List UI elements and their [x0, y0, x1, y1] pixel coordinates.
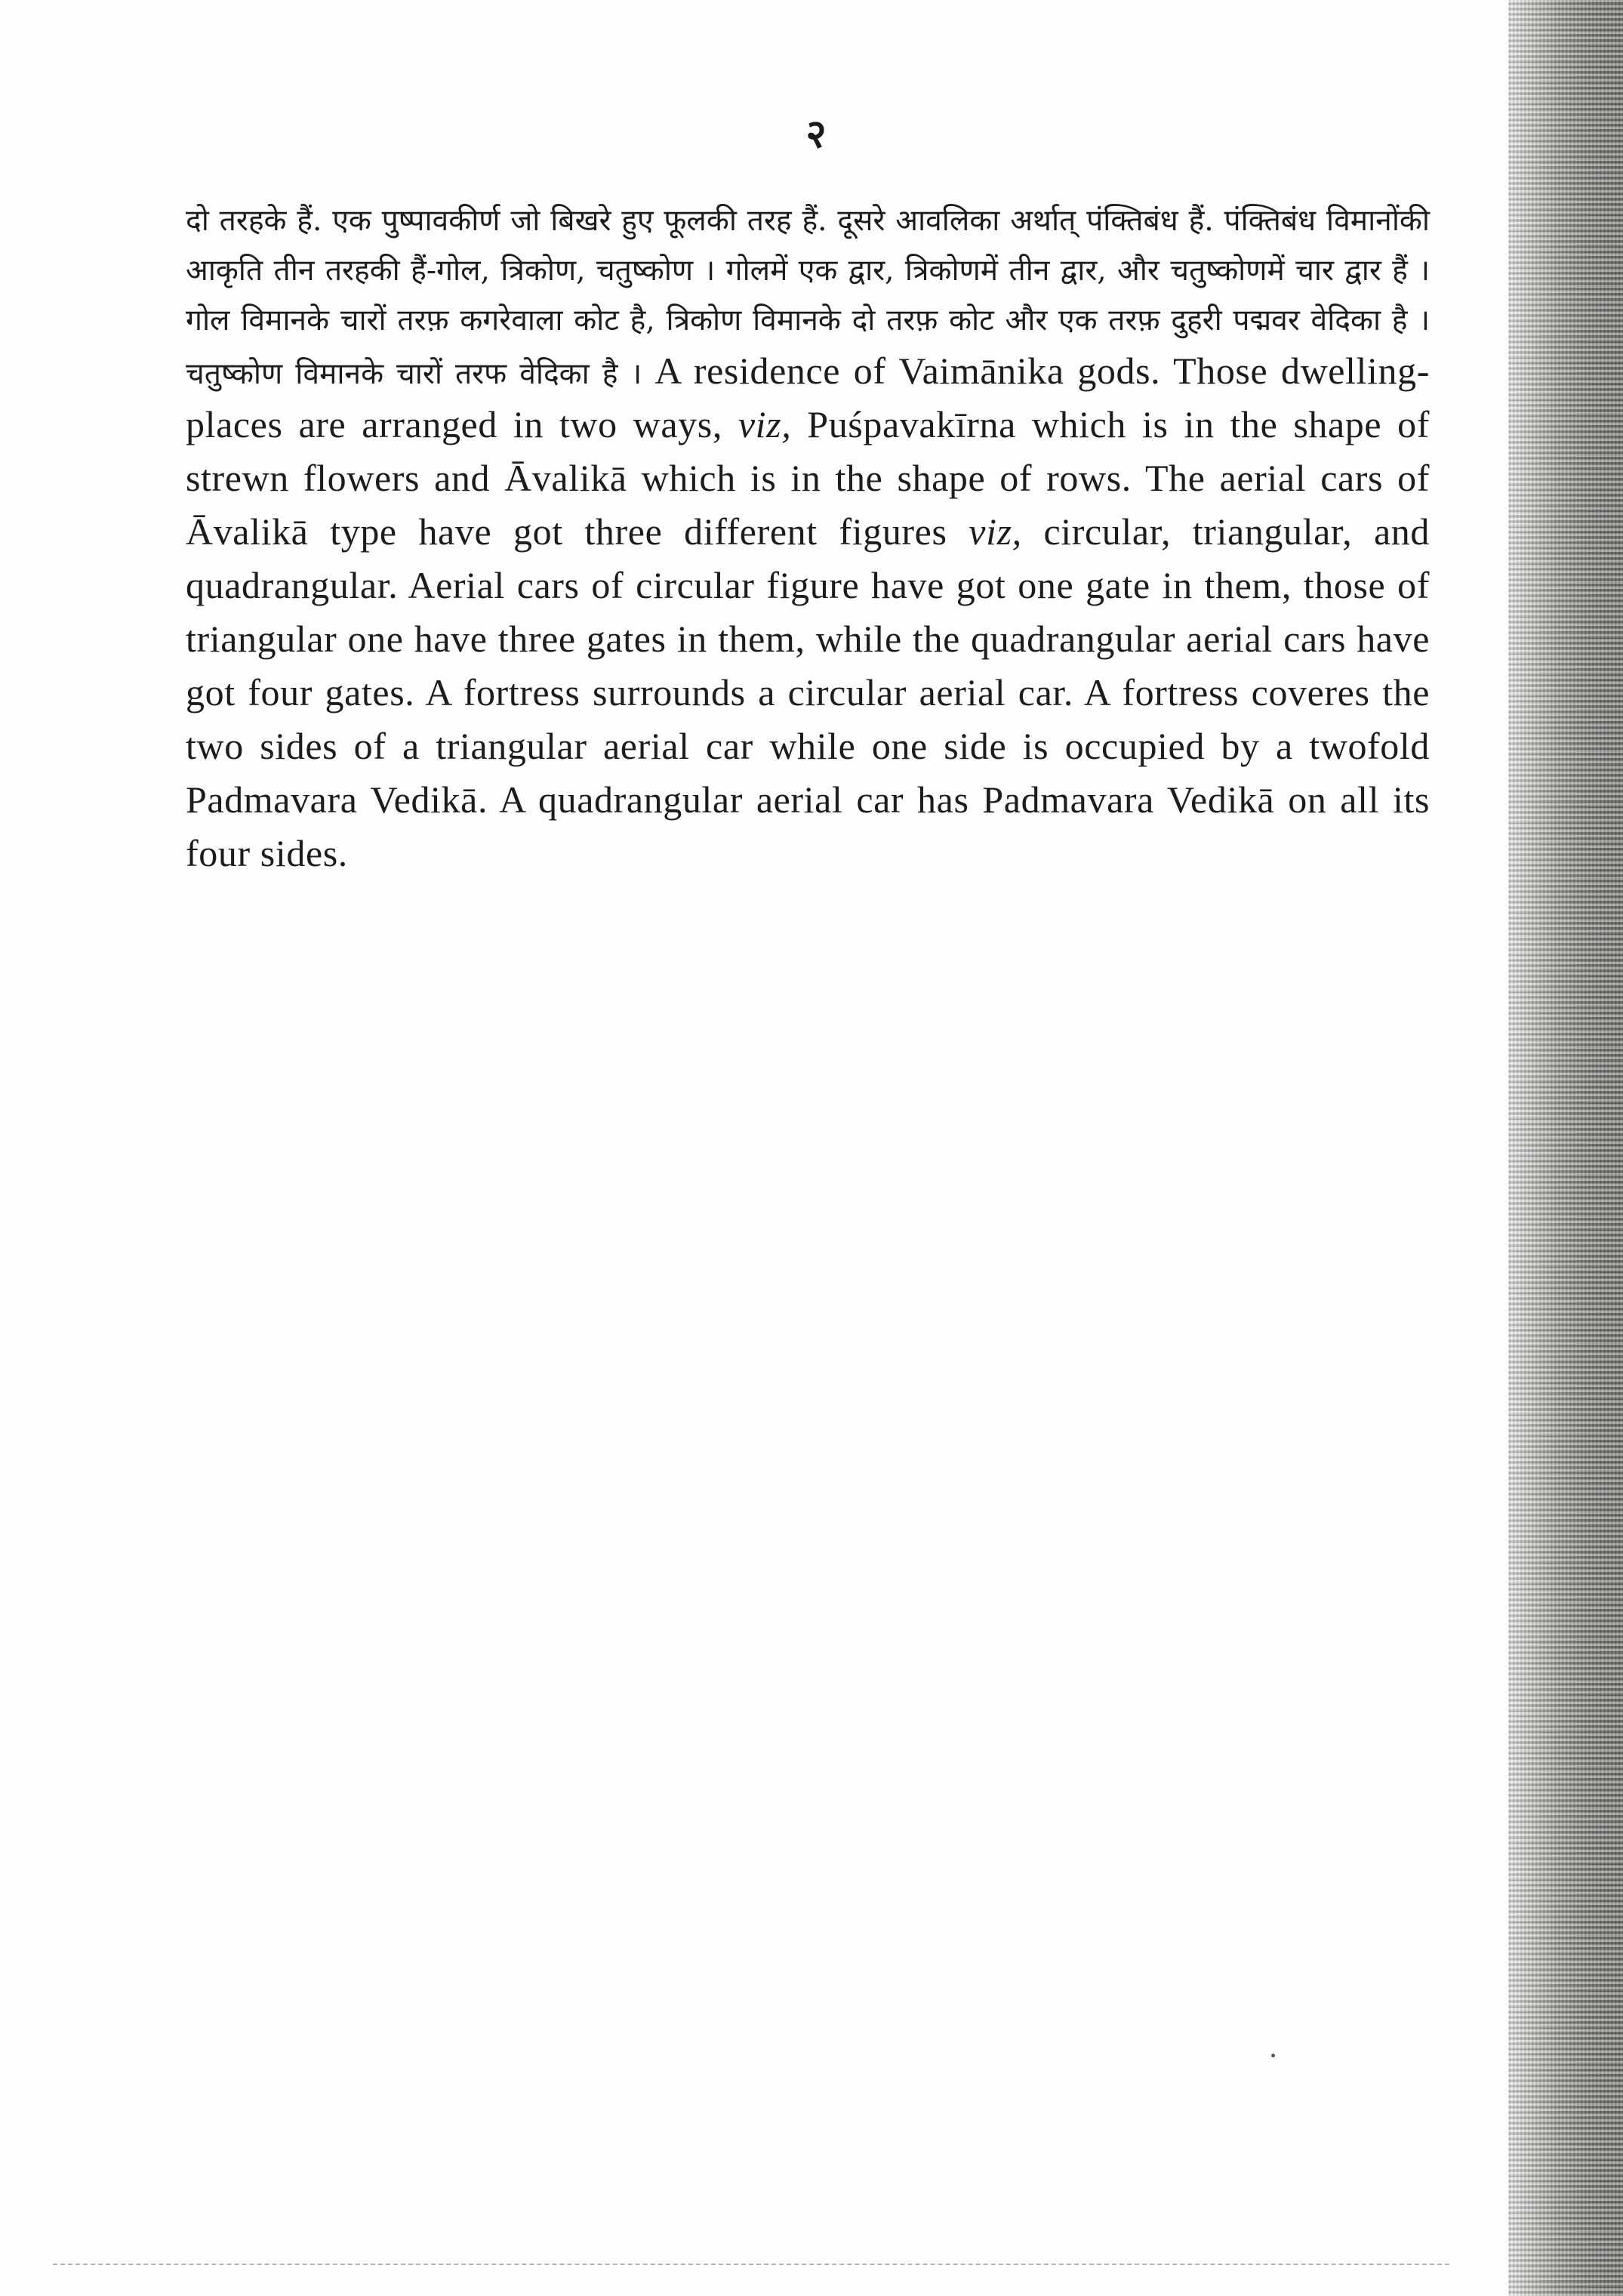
dictionary-entry-body — [186, 196, 1430, 882]
book-binding-edge — [1508, 0, 1623, 2296]
scan-speck — [1271, 2054, 1275, 2057]
english-definition-mid: Puśpavakīrna which is in the shape of strewn flowers and Āvalikā which is in the shape of rows. The aerial cars of Āvalikā type have got three different figures — [186, 403, 1430, 553]
english-definition-lead: A residence of Vaimānika gods. Those dwelling-places are arranged in two ways, — [186, 350, 1430, 445]
hindi-definition: दो तरहके हैं. एक पुष्पावकीर्ण जो बिखरे हुए फूलकी तरह हैं. दूसरे आवलिका अर्थात् पंक्तिबंध हैं. पंक्तिबंध विमानोंकी आकृति तीन तरहकी हैं-गोल, त्रिकोण, चतुष्कोण । गोलमें एक द्वार, त्रिकोणमें तीन द्वार, और चतुष्कोणमें चार द्वार हैं । गोल विमानके चारों तरफ़ कगरेवाला कोट है, त्रिकोण विमानके दो तरफ़ कोट और एक तरफ़ दुहरी पद्मवर वेदिका है । चतुष्कोण विमानके चारों तरफ वेदिका है । — [186, 204, 1430, 391]
entry-paragraph — [186, 196, 1430, 882]
english-italic-viz-1: viz, — [738, 403, 792, 445]
page-number: २ — [805, 111, 827, 157]
english-italic-viz-2: viz, — [969, 510, 1022, 553]
english-definition-rest: circular, triangular, and quadrangular. Aerial cars of circular figure have got one gate in them, those of triangular one have three gates in them, while the quadrangular aerial cars have got four gates. A fortress surrounds a circular aerial car. A fortress coveres the two sides of a triangular aerial car while one side is occupied by a twofold Padmavara Vedikā. A quadrangular aerial car has Padmavara Vedikā on all its four sides. — [186, 510, 1430, 874]
bottom-scan-rule — [53, 2264, 1449, 2265]
